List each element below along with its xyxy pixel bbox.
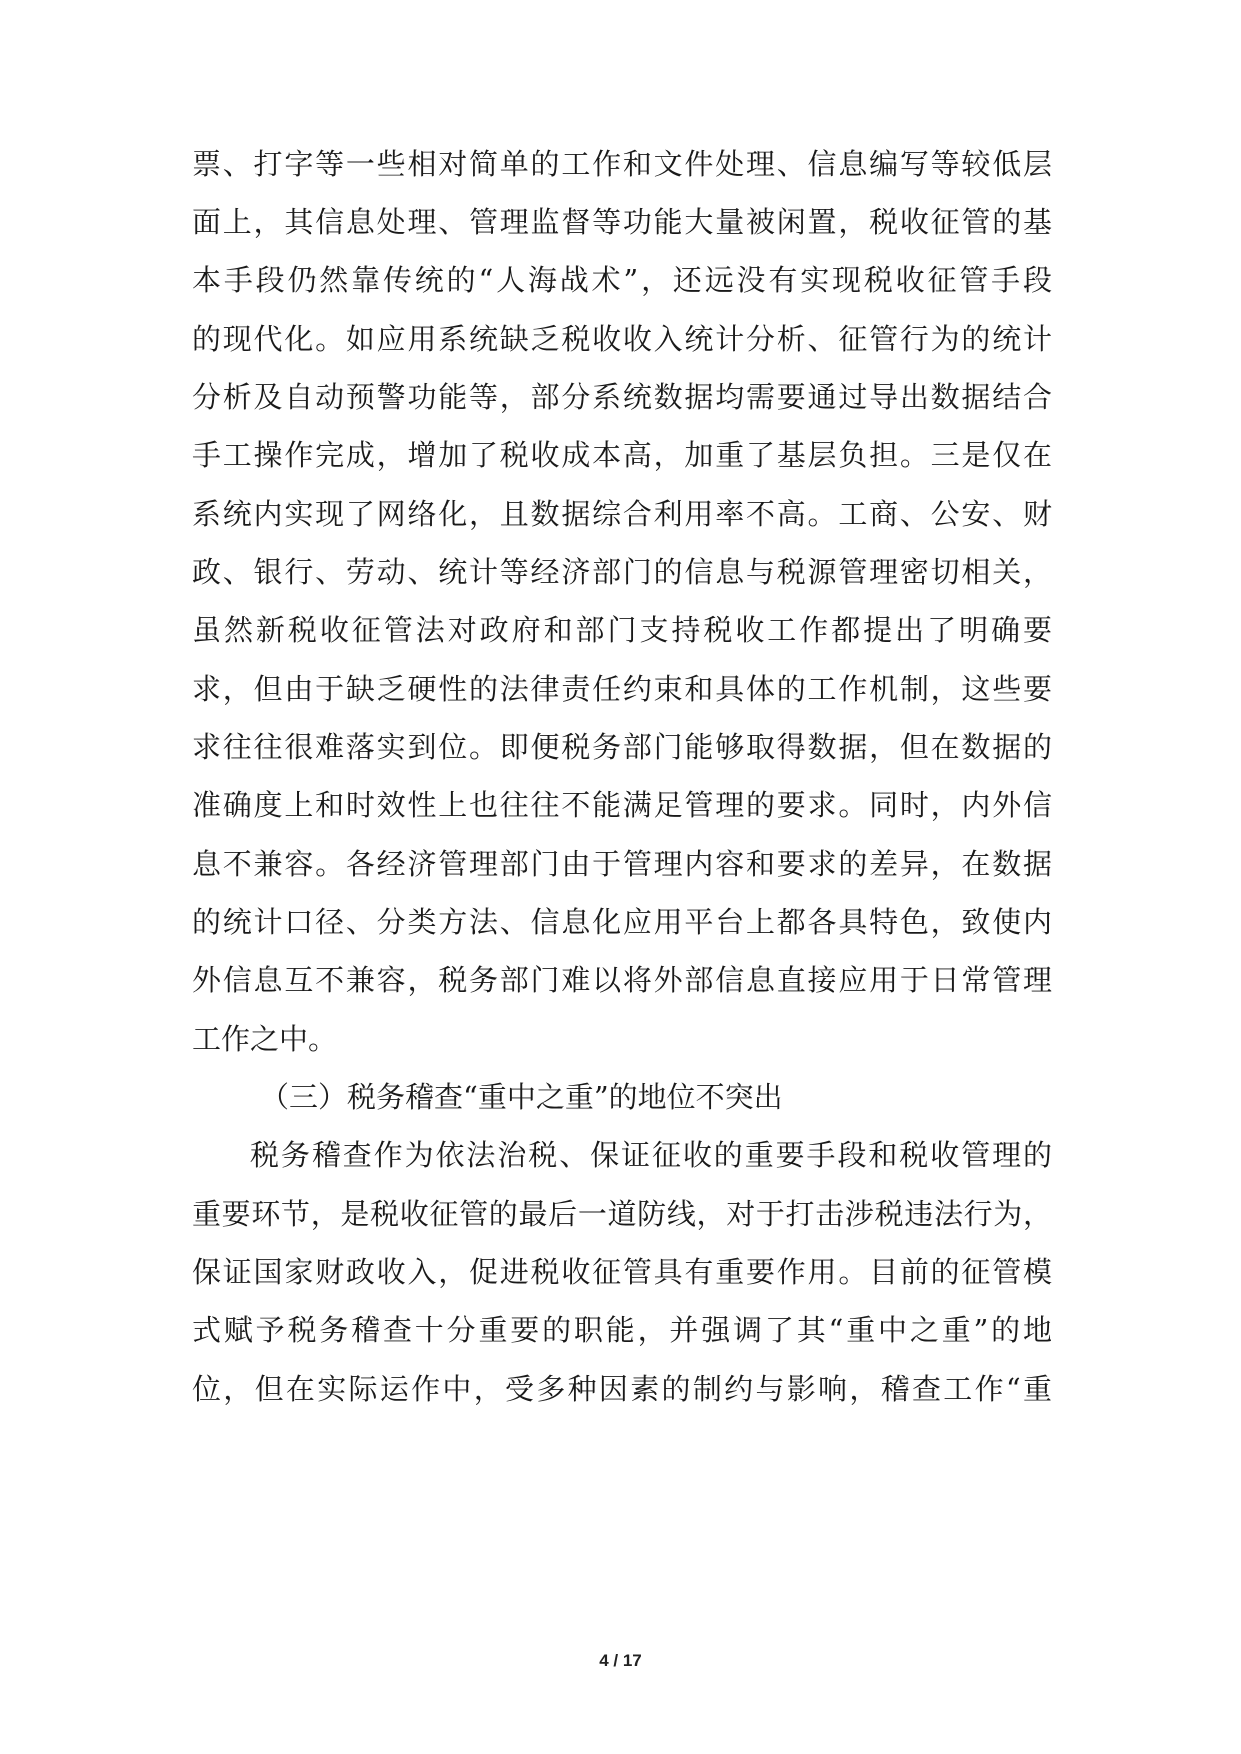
paragraph-line: 的现代化。如应用系统缺乏税收收入统计分析、征管行为的统计: [192, 322, 1052, 356]
section-heading: （三）税务稽查“重中之重”的地位不突出: [260, 1080, 783, 1114]
paragraph-line: 位，但在实际运作中，受多种因素的制约与影响，稽查工作“重: [192, 1372, 1052, 1406]
paragraph-line: 重要环节，是税收征管的最后一道防线，对于打击涉税违法行为，: [192, 1197, 1052, 1231]
paragraph-line: 求往往很难落实到位。即便税务部门能够取得数据，但在数据的: [192, 730, 1052, 764]
paragraph-line: 本手段仍然靠传统的“人海战术”，还远没有实现税收征管手段: [192, 263, 1052, 297]
paragraph-line: 票、打字等一些相对简单的工作和文件处理、信息编写等较低层: [192, 147, 1052, 181]
paragraph-line: 分析及自动预警功能等，部分系统数据均需要通过导出数据结合: [192, 380, 1052, 414]
paragraph-line: 息不兼容。各经济管理部门由于管理内容和要求的差异，在数据: [192, 847, 1052, 881]
paragraph-line: 式赋予税务稽查十分重要的职能，并强调了其“重中之重”的地: [192, 1313, 1052, 1347]
paragraph-line: 工作之中。: [192, 1022, 338, 1056]
paragraph-line: 系统内实现了网络化，且数据综合利用率不高。工商、公安、财: [192, 497, 1052, 531]
paragraph-line: 面上，其信息处理、管理监督等功能大量被闲置，税收征管的基: [192, 205, 1052, 239]
paragraph-line: 虽然新税收征管法对政府和部门支持税收工作都提出了明确要: [192, 613, 1052, 647]
paragraph-line: 保证国家财政收入，促进税收征管具有重要作用。目前的征管模: [192, 1255, 1052, 1289]
paragraph-line: 的统计口径、分类方法、信息化应用平台上都各具特色，致使内: [192, 905, 1052, 939]
page-number: 4 / 17: [599, 1651, 642, 1670]
paragraph-line: 政、银行、劳动、统计等经济部门的信息与税源管理密切相关，: [192, 555, 1052, 589]
paragraph-line: 外信息互不兼容，税务部门难以将外部信息直接应用于日常管理: [192, 963, 1052, 997]
paragraph-line: 求，但由于缺乏硬性的法律责任约束和具体的工作机制，这些要: [192, 672, 1052, 706]
paragraph-line: 手工操作完成，增加了税收成本高，加重了基层负担。三是仅在: [192, 438, 1052, 472]
paragraph-line: 准确度上和时效性上也往往不能满足管理的要求。同时，内外信: [192, 788, 1052, 822]
paragraph-line: 税务稽查作为依法治税、保证征收的重要手段和税收管理的: [250, 1138, 1052, 1172]
